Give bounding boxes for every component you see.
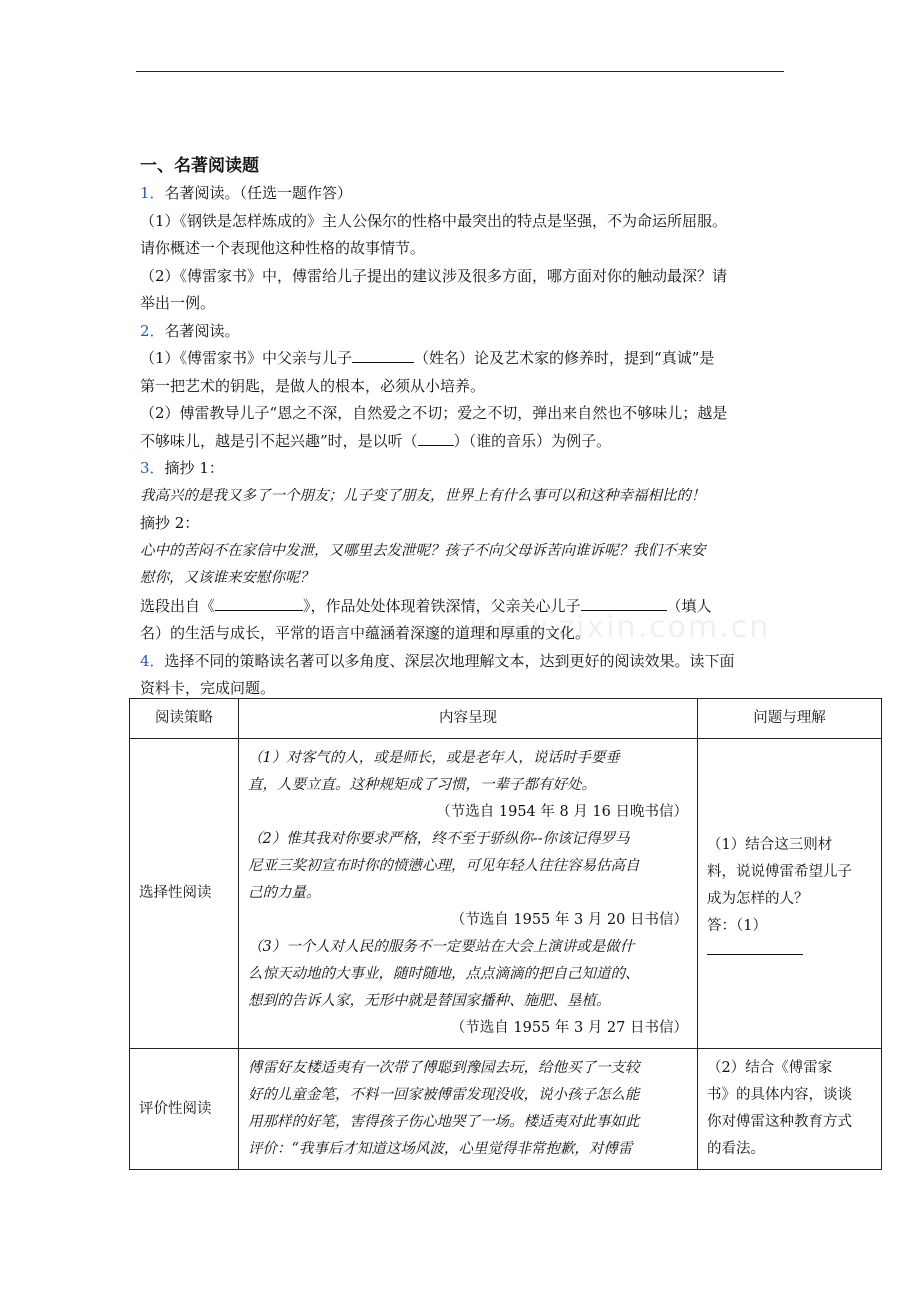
q1-sub1-line1: （1）《钢铁是怎样炼成的》主人公保尔的性格中最突出的特点是坚强，不为命运所屈服。 xyxy=(140,211,728,230)
header-content: 内容呈现 xyxy=(239,699,698,739)
q4-number: 4． xyxy=(140,651,165,670)
excerpt-3-line2: 么惊天动地的大事业，随时随地，点点滴滴的把自己知道的、 xyxy=(248,966,640,982)
watermark: www.zixin.com.cn xyxy=(470,610,771,645)
content-cell xyxy=(239,1049,698,1170)
story-line2: 好的儿童金笔，不料一回家被傅雷发现没收，说小孩子怎么能 xyxy=(248,1087,640,1103)
q3-ask-line1 xyxy=(140,593,790,621)
q2-sub2-line2 xyxy=(140,428,790,456)
content-cell xyxy=(239,739,698,1049)
q3-excerpt2-line1: 心中的苦闷不在家信中发泄，又哪里去发泄呢？孩子不向父母诉苦向谁诉呢？我们不来安 xyxy=(140,542,706,559)
q3-ask-c: （填人 xyxy=(666,596,712,615)
excerpt-3-source: （节选自 1955 年 3 月 27 日书信） xyxy=(450,1020,688,1036)
question-cell-2 xyxy=(698,1049,882,1170)
strategy-selective: 选择性阅读 xyxy=(130,739,239,1049)
q3-excerpt2-label: 摘抄 2： xyxy=(140,514,200,532)
header-rule xyxy=(136,71,784,72)
q1-number: 1． xyxy=(140,184,165,202)
answer-blank[interactable] xyxy=(215,594,303,611)
q1-sub2-line2: 举出一例。 xyxy=(140,294,216,312)
q3-excerpt1: 我高兴的是我又多了一个朋友；儿子变了朋友，世界上有什么事可以和这种幸福相比的！ xyxy=(140,487,706,504)
excerpt-2-line1: （2）惟其我对你要求严格，终不至于骄纵你--你该记得罗马 xyxy=(248,831,630,847)
question-2-line4: 的看法。 xyxy=(707,1141,765,1157)
document-body xyxy=(140,152,790,703)
excerpt-1-source: （节选自 1954 年 8 月 16 日晚书信） xyxy=(436,804,688,820)
question-1-line2: 料，说说傅雷希望儿子 xyxy=(707,864,852,880)
answer-label: 答：（1） xyxy=(707,918,767,934)
q1-sub1-line2: 请你概述一个表现他这种性格的故事情节。 xyxy=(140,239,426,257)
table-row xyxy=(130,1049,882,1170)
excerpt-2-line3: 己的力量。 xyxy=(248,885,321,901)
story-line1: 傅雷好友楼适夷有一次带了傅聪到豫园去玩，给他买了一支较 xyxy=(248,1060,640,1076)
header-strategy: 阅读策略 xyxy=(130,699,239,739)
q4-stem xyxy=(140,648,790,676)
q1-stem-text: 名著阅读。（任选一题作答） xyxy=(164,184,353,202)
question-1-line3: 成为怎样的人？ xyxy=(707,891,809,907)
answer-blank[interactable] xyxy=(418,429,454,446)
story-line4: 评价：“我事后才知道这场风波，心里觉得非常抱歉，对傅雷 xyxy=(248,1141,633,1157)
q2-sub2-b: ）（谁的音乐）为例子。 xyxy=(453,431,612,450)
q4-stem-line1: 选择不同的策略读名著可以多角度、深层次地理解文本，达到更好的阅读效果。读下面 xyxy=(164,651,735,670)
q3-number: 3． xyxy=(140,459,165,477)
answer-blank[interactable] xyxy=(581,594,667,611)
excerpt-3-line3: 想到的告诉人家，无形中就是替国家播种、施肥、垦植。 xyxy=(248,993,611,1009)
q2-stem xyxy=(140,318,790,346)
answer-blank[interactable] xyxy=(707,940,803,955)
question-1-line1: （1）结合这三则材 xyxy=(707,837,833,853)
table-row xyxy=(130,739,882,1049)
q1-sub2-line1: （2）《傅雷家书》中，傅雷给儿子提出的建议涉及很多方面，哪方面对你的触动最深？请 xyxy=(140,266,728,285)
q2-sub1-a: （1）《傅雷家书》中父亲与儿子 xyxy=(140,349,353,367)
excerpt-2-line2: 尼亚三奖初宣布时你的愤懑心理，可见年轻人往往容易估高自 xyxy=(248,858,640,874)
q2-number: 2． xyxy=(140,321,165,340)
question-2-line2: 书》的具体内容，谈谈 xyxy=(707,1087,852,1103)
q3-ask-line2: 名）的生活与成长，平常的语言中蕴涵着深邃的道理和厚重的文化。 xyxy=(140,624,591,642)
q3-head xyxy=(140,455,790,483)
reading-card-table xyxy=(129,698,882,1170)
q4-stem-line2: 资料卡，完成问题。 xyxy=(140,679,276,697)
header-question: 问题与理解 xyxy=(698,699,882,739)
excerpt-3-line1: （3）一个人对人民的服务不一定要站在大会上演讲或是做什 xyxy=(248,939,635,955)
story-line3: 用那样的好笔，害得孩子伤心地哭了一场。楼适夷对此事如此 xyxy=(248,1114,640,1130)
q2-sub2-line1: （2）傅雷教导儿子“恩之不深，自然爱之不切；爱之不切，弹出来自然也不够味儿；越是 xyxy=(140,404,728,422)
q3-excerpt1-label: 摘抄 1： xyxy=(164,459,224,477)
q3-excerpt2-line2: 慰你，又该谁来安慰你呢？ xyxy=(140,570,314,586)
q2-stem-text: 名著阅读。 xyxy=(164,321,240,340)
strategy-evaluative: 评价性阅读 xyxy=(130,1049,239,1170)
question-2-line1: （2）结合《傅雷家 xyxy=(707,1060,833,1076)
excerpt-1-line1: （1）对客气的人，或是师长，或是老年人，说话时手要垂 xyxy=(248,750,620,766)
table-header-row xyxy=(130,699,882,739)
q1-stem xyxy=(140,180,790,208)
excerpt-2-source: （节选自 1955 年 3 月 20 日书信） xyxy=(450,912,688,928)
question-cell-1 xyxy=(698,739,882,1049)
excerpt-1-line2: 直，人要立直。这种规矩成了习惯，一辈子都有好处。 xyxy=(248,777,596,793)
q2-sub1-b: （姓名）论及艺术家的修养时，提到“真诚”是 xyxy=(414,349,715,367)
q2-sub1-line1 xyxy=(140,345,790,373)
q3-ask-a: 选段出自《 xyxy=(140,596,216,615)
q2-sub2-a: 不够味儿，越是引不起兴趣”时，是以听（ xyxy=(140,431,418,450)
question-2-line3: 你对傅雷这种教育方式 xyxy=(707,1114,852,1130)
section-title: 一、名著阅读题 xyxy=(140,156,259,176)
q3-ask-b: 》，作品处处体现着铁深情，父亲关心儿子 xyxy=(303,596,581,615)
q2-sub1-line2: 第一把艺术的钥匙，是做人的根本，必须从小培养。 xyxy=(140,376,486,395)
answer-blank[interactable] xyxy=(352,346,414,363)
